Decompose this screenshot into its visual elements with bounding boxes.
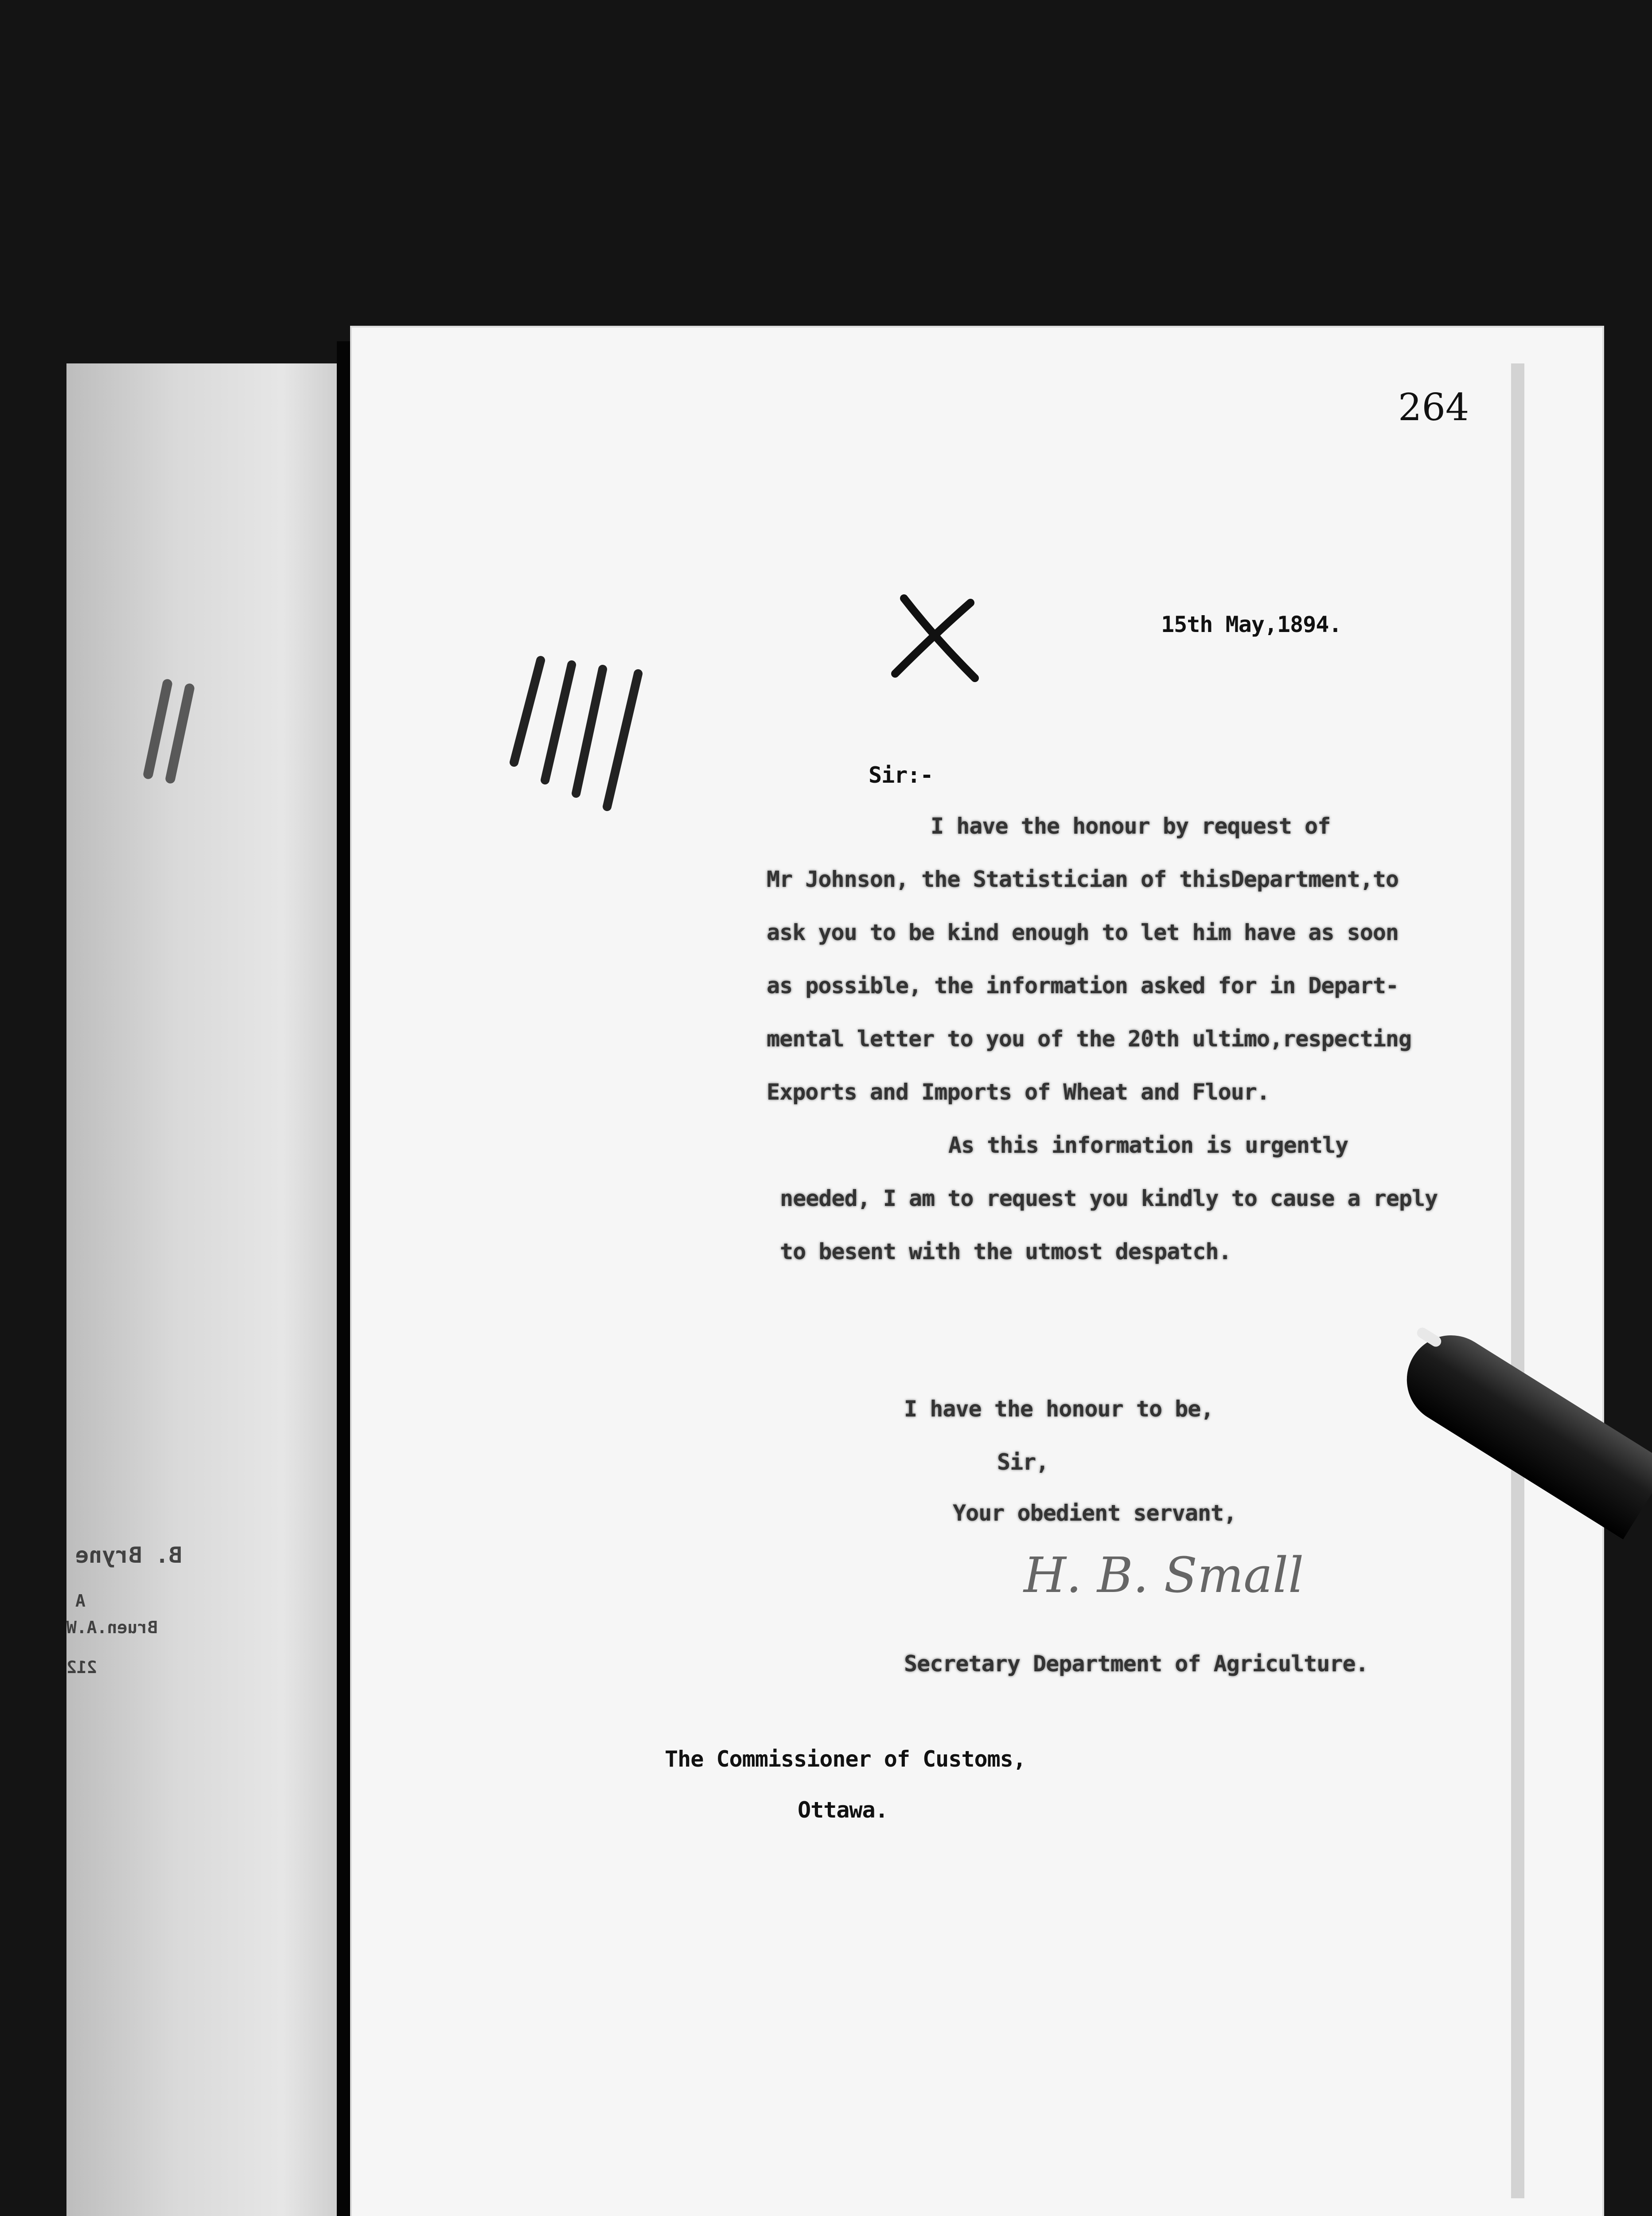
body-line: I have the honour by request of <box>931 813 1331 839</box>
body-line: Mr Johnson, the Statistician of thisDepartment,to <box>767 866 1399 892</box>
x-mark-icon <box>886 589 988 687</box>
ghost-text: B. Bryne <box>75 1542 182 1568</box>
signature: H. B. Small <box>1024 1547 1304 1603</box>
previous-page-strip <box>66 363 337 2216</box>
ghost-text: 212 <box>66 1658 97 1677</box>
closing-line: Your obedient servant, <box>953 1500 1237 1526</box>
tally-marks-icon <box>501 647 651 815</box>
body-line: Exports and Imports of Wheat and Flour. <box>767 1079 1270 1105</box>
body-line: ask you to be kind enough to let him have as soon <box>767 920 1399 945</box>
addressee-line: Ottawa. <box>798 1797 888 1823</box>
body-line: to besent with the utmost despatch. <box>780 1239 1231 1264</box>
addressee-line: The Commissioner of Customs, <box>665 1746 1026 1772</box>
ghost-text: A <box>75 1591 86 1611</box>
salutation: Sir:- <box>869 762 933 788</box>
body-line: as possible, the information asked for in Depart- <box>767 973 1399 999</box>
body-line: As this information is urgently <box>948 1132 1348 1158</box>
closing-line: I have the honour to be, <box>904 1396 1214 1422</box>
letter-date: 15th May,1894. <box>1161 612 1342 637</box>
signatory-title: Secretary Department of Agriculture. <box>904 1651 1368 1677</box>
body-line: mental letter to you of the 20th ultimo,respecting <box>767 1026 1412 1052</box>
page-edge-shadow <box>1511 363 1524 2198</box>
page-number: 264 <box>1398 386 1469 429</box>
closing-line: Sir, <box>997 1449 1049 1475</box>
body-line: needed, I am to request you kindly to cause a reply <box>780 1186 1438 1211</box>
ghost-text: Bruen.A.W <box>66 1618 158 1637</box>
